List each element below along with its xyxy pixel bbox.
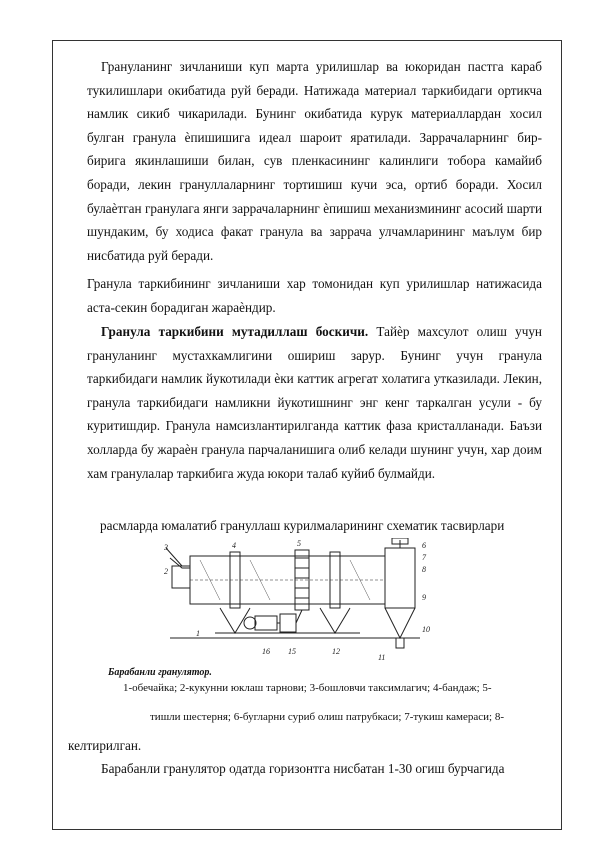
paragraph-last: [87, 757, 542, 781]
paragraph-3: [87, 320, 542, 485]
paragraph-4: [100, 514, 542, 538]
label-16: 16: [262, 647, 270, 656]
section-heading: Гранула таркибини мутадиллаш боскичи.: [101, 324, 369, 339]
label-1: 1: [196, 629, 200, 638]
label-15: 15: [288, 647, 296, 656]
figure-legend-line-3: [68, 734, 523, 758]
label-12: 12: [332, 647, 340, 656]
motor: [255, 616, 277, 630]
label-10: 10: [422, 625, 430, 634]
paragraph-2: [87, 272, 542, 319]
figure-legend-line-1: 1-обечайка; 2-кукунни юклаш тарнови; 3-бошловчи таксимлагич; 4-бандаж; 5-: [123, 682, 492, 694]
label-11: 11: [378, 653, 386, 662]
paragraph-text: Барабанли гранулятор одатда горизонтга нисбатан 1-30 огиш бурчагида: [101, 761, 505, 776]
paragraph-1: [87, 55, 542, 267]
gearbox: [280, 614, 296, 632]
label-9: 9: [422, 593, 426, 602]
label-6: 6: [422, 541, 426, 550]
label-2: 2: [164, 567, 168, 576]
paragraph-text: расмларда юмалатиб грануллаш курилмаларининг схематик тасвирлари: [100, 518, 505, 533]
discharge-chamber: [385, 548, 415, 608]
label-4: 4: [232, 541, 236, 550]
paragraph-text: Грануланинг зичланиши куп марта урилишлар ва юкоридан пастга караб тукилишлари окибатида руй беради. Натижада материал таркибидаги ортикча намлик сикиб чикарилади. Бунинг окибатида курук материаллардан хосил булган гранула ѐпишишига идеал шароит яратилади. Заррачаларнинг бир-бирига якинлашиши билан, сув пленкасининг калинлиги тобора камайиб боради, лекин грануллаларнинг тортишиш кучи эса, ортиб боради. Хосил булаѐтган гранулага янги заррачаларнинг ѐпишиш механизмининг асосий шарти шундаким, бу ходиса факат гранула ва заррача улчамларининг маълум бир нисбатида руй беради.: [87, 59, 542, 263]
paragraph-text: келтирилган.: [68, 738, 142, 753]
label-7: 7: [422, 553, 426, 562]
label-3: 3: [164, 543, 168, 552]
label-8: 8: [422, 565, 426, 574]
figure-title: Барабанли гранулятор.: [108, 667, 212, 678]
paragraph-text: Гранула таркибининг зичланиши хар томонидан куп урилишлар натижасида аста-секин борадиган жараѐндир.: [87, 276, 542, 315]
paragraph-text: Тайѐр махсулот олиш учун грануланинг мустахкамлигини ошириш зарур. Бунинг учун гранула таркибидаги намлик йукотилади ѐки каттик агрегат холатига утказилади. Лекин, гранула таркибидаги намликни йукотишнинг энг кенг таркалган усули - бу куритишдир. Гранула намсизлантирилганда каттик фаза кристалланади. Баъзи холларда бу жараѐн гранула парчаланишига олиб келади шунинг учун, хар доим хам гранулалар таркибига жуда юкори талаб куйиб булмайди.: [87, 324, 542, 481]
drum-granulator-diagram: [160, 538, 450, 666]
figure-legend-line-2: тишли шестерня; 6-бугларни суриб олиш патрубкаси; 7-тукиш камераси; 8-: [150, 711, 505, 723]
label-5: 5: [297, 539, 301, 548]
